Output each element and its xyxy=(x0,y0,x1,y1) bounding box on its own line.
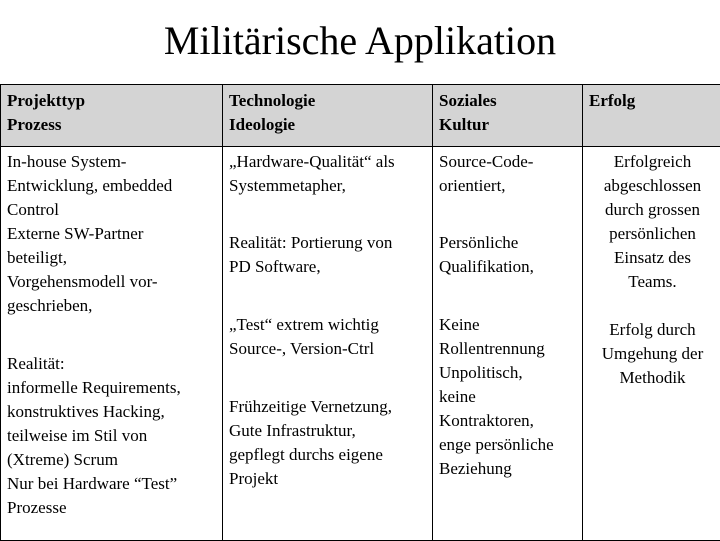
technologie-block-2: Realität: Portierung von PD Software, xyxy=(229,231,428,279)
header-soziales: Soziales Kultur xyxy=(433,85,583,147)
technologie-block-3: „Test“ extrem wichtig Source-, Version-Ctrl xyxy=(229,313,428,361)
erfolg-block-2: Erfolg durch Umgehung der Methodik xyxy=(589,318,716,390)
technologie-block-4: Frühzeitige Vernetzung, Gute Infrastruktur, gepflegt durchs eigene Projekt xyxy=(229,395,428,491)
header-projekttyp: Projekttyp Prozess xyxy=(1,85,223,147)
header-technologie: Technologie Ideologie xyxy=(223,85,433,147)
projekttyp-block-2: Realität: informelle Requirements, konstruktives Hacking, teilweise im Stil von (Xtreme) Scrum Nur bei Hardware “Test” Prozesse xyxy=(7,352,218,520)
soziales-block-2: Persönliche Qualifikation, xyxy=(439,231,578,279)
erfolg-block-1: Erfolgreich abgeschlossen durch grossen persönlichen Einsatz des Teams. xyxy=(589,150,716,294)
slide-title: Militärische Applikation xyxy=(0,14,720,68)
table-header-row xyxy=(1,85,720,147)
projekttyp-block-1: In-house System- Entwicklung, embedded Control Externe SW-Partner beteiligt, Vorgehensmodell vor- geschrieben, xyxy=(7,150,218,318)
cell-erfolg xyxy=(583,147,720,541)
table-row xyxy=(1,147,720,541)
header-erfolg: Erfolg xyxy=(583,85,720,147)
cell-soziales xyxy=(433,147,583,541)
soziales-block-3: Keine Rollentrennung Unpolitisch, keine Kontraktoren, enge persönliche Beziehung xyxy=(439,313,578,481)
cell-projekttyp xyxy=(1,147,223,541)
comparison-table xyxy=(0,84,720,541)
technologie-block-1: „Hardware-Qualität“ als Systemmetapher, xyxy=(229,150,428,198)
cell-technologie xyxy=(223,147,433,541)
soziales-block-1: Source-Code- orientiert, xyxy=(439,150,578,198)
